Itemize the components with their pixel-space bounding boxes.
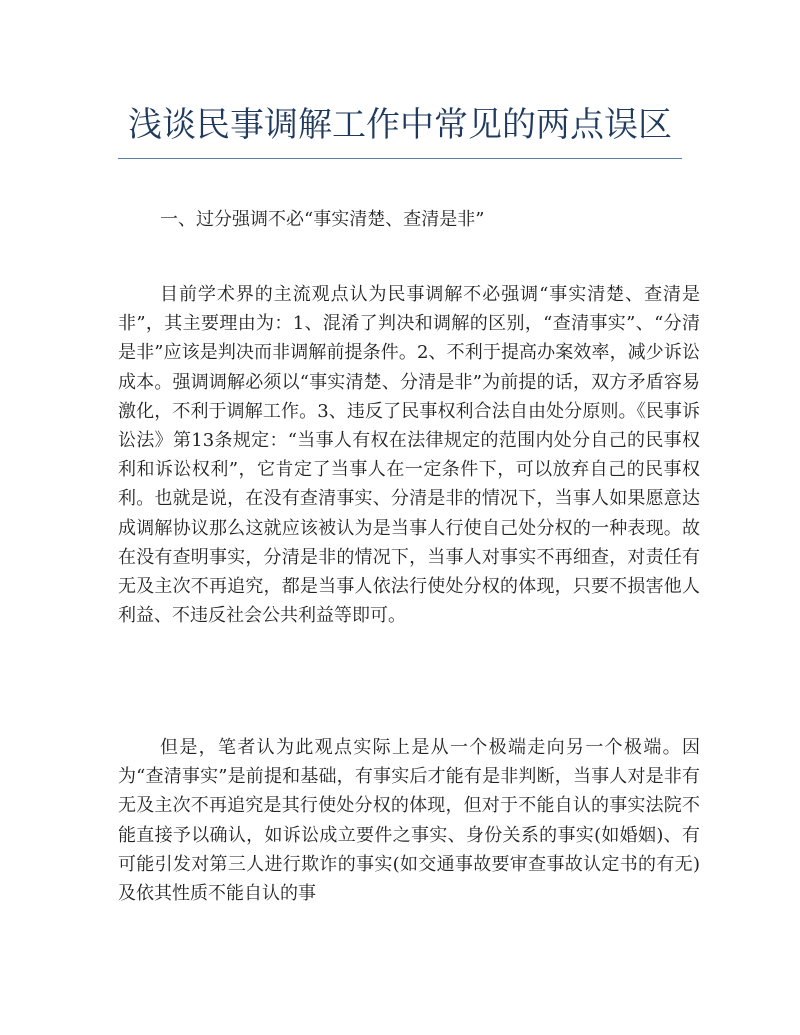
title-underline	[118, 158, 682, 159]
body-paragraph-2: 但是，笔者认为此观点实际上是从一个极端走向另一个极端。因为“查清事实”是前提和基础，有事实后才能有是非判断，当事人对是非有无及主次不再追究是其行使处分权的体现，但对于不能自认的事实法院不能直接予以确认，如诉讼成立要件之事实、身份关系的事实(如婚姻)、有可能引发对第三人进行欺诈的事实(如交通事故要审查事故认定书的有无)及依其性质不能自认的事	[118, 737, 700, 905]
body-paragraph-1: 目前学术界的主流观点认为民事调解不必强调“事实清楚、查清是非”，其主要理由为：1、混淆了判决和调解的区别，“查清事实”、“分清是非”应该是判决而非调解前提条件。2、不利于提高办案效率，减少诉讼成本。强调调解必须以“事实清楚、分清是非”为前提的话，双方矛盾容易激化，不利于调解工作。3、违反了民事权利合法自由处分原则。《民事诉讼法》第13条规定：“当事人有权在法律规定的范围内处分自己的民事权利和诉讼权利”，它肯定了当事人在一定条件下，可以放弃自己的民事权利。也就是说，在没有查清事实、分清是非的情况下，当事人如果愿意达成调解协议那么这就应该被认为是当事人行使自己处分权的一种表现。故在没有查明事实，分清是非的情况下，当事人对事实不再细查，对责任有无及主次不再追究，都是当事人依法行使处分权的体现，只要不损害他人利益、不违反社会公共利益等即可。	[118, 284, 700, 627]
section-heading: 一、过分强调不必“事实清楚、查清是非”	[160, 209, 485, 230]
document-title: 浅谈民事调解工作中常见的两点误区	[128, 105, 672, 145]
